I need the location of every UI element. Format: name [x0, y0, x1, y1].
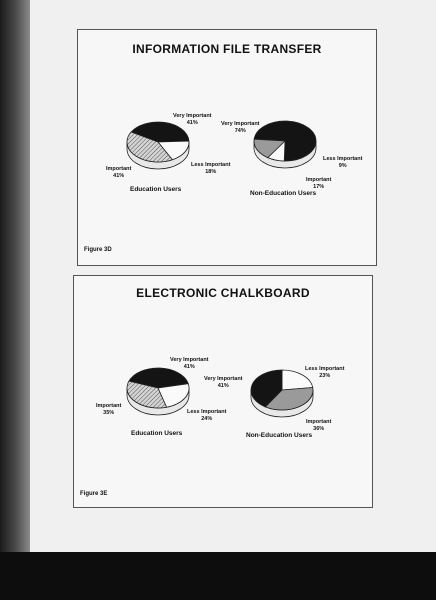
pie-caption: Non-Education Users — [246, 432, 313, 439]
pie-non-education-users — [253, 115, 333, 175]
slice-label-important: Important 35% — [96, 403, 122, 416]
slice-label-important: Important 17% — [306, 177, 332, 190]
pie-caption: Education Users — [131, 430, 183, 437]
slice-label-very-important: Very Important 41% — [170, 357, 209, 370]
slice-label-very-important: Very Important 41% — [173, 113, 212, 126]
figure-label: Figure 3D — [84, 247, 112, 253]
chart-panel-information-file-transfer — [77, 29, 377, 266]
slice-label-less-important: Less Important 18% — [191, 162, 231, 175]
pie-caption: Education Users — [130, 186, 182, 193]
slice-label-less-important: Less Important 24% — [187, 409, 227, 422]
chart-title: INFORMATION FILE TRANSFER — [132, 42, 322, 56]
figure-label: Figure 3E — [80, 491, 108, 497]
slice-label-important: Important 36% — [306, 419, 332, 432]
slice-label-less-important: Less Important 23% — [305, 366, 345, 379]
slice-label-very-important: Very Important 41% — [204, 376, 243, 389]
pie-caption: Non-Education Users — [250, 190, 317, 197]
chart-title: ELECTRONIC CHALKBOARD — [136, 286, 310, 300]
chart-panel-electronic-chalkboard — [73, 275, 373, 508]
slice-label-important: Important 41% — [106, 166, 132, 179]
slice-label-less-important: Less Important 9% — [323, 156, 363, 169]
scan-bottom-border — [0, 552, 436, 600]
slice-label-very-important: Very Important 74% — [221, 121, 260, 134]
